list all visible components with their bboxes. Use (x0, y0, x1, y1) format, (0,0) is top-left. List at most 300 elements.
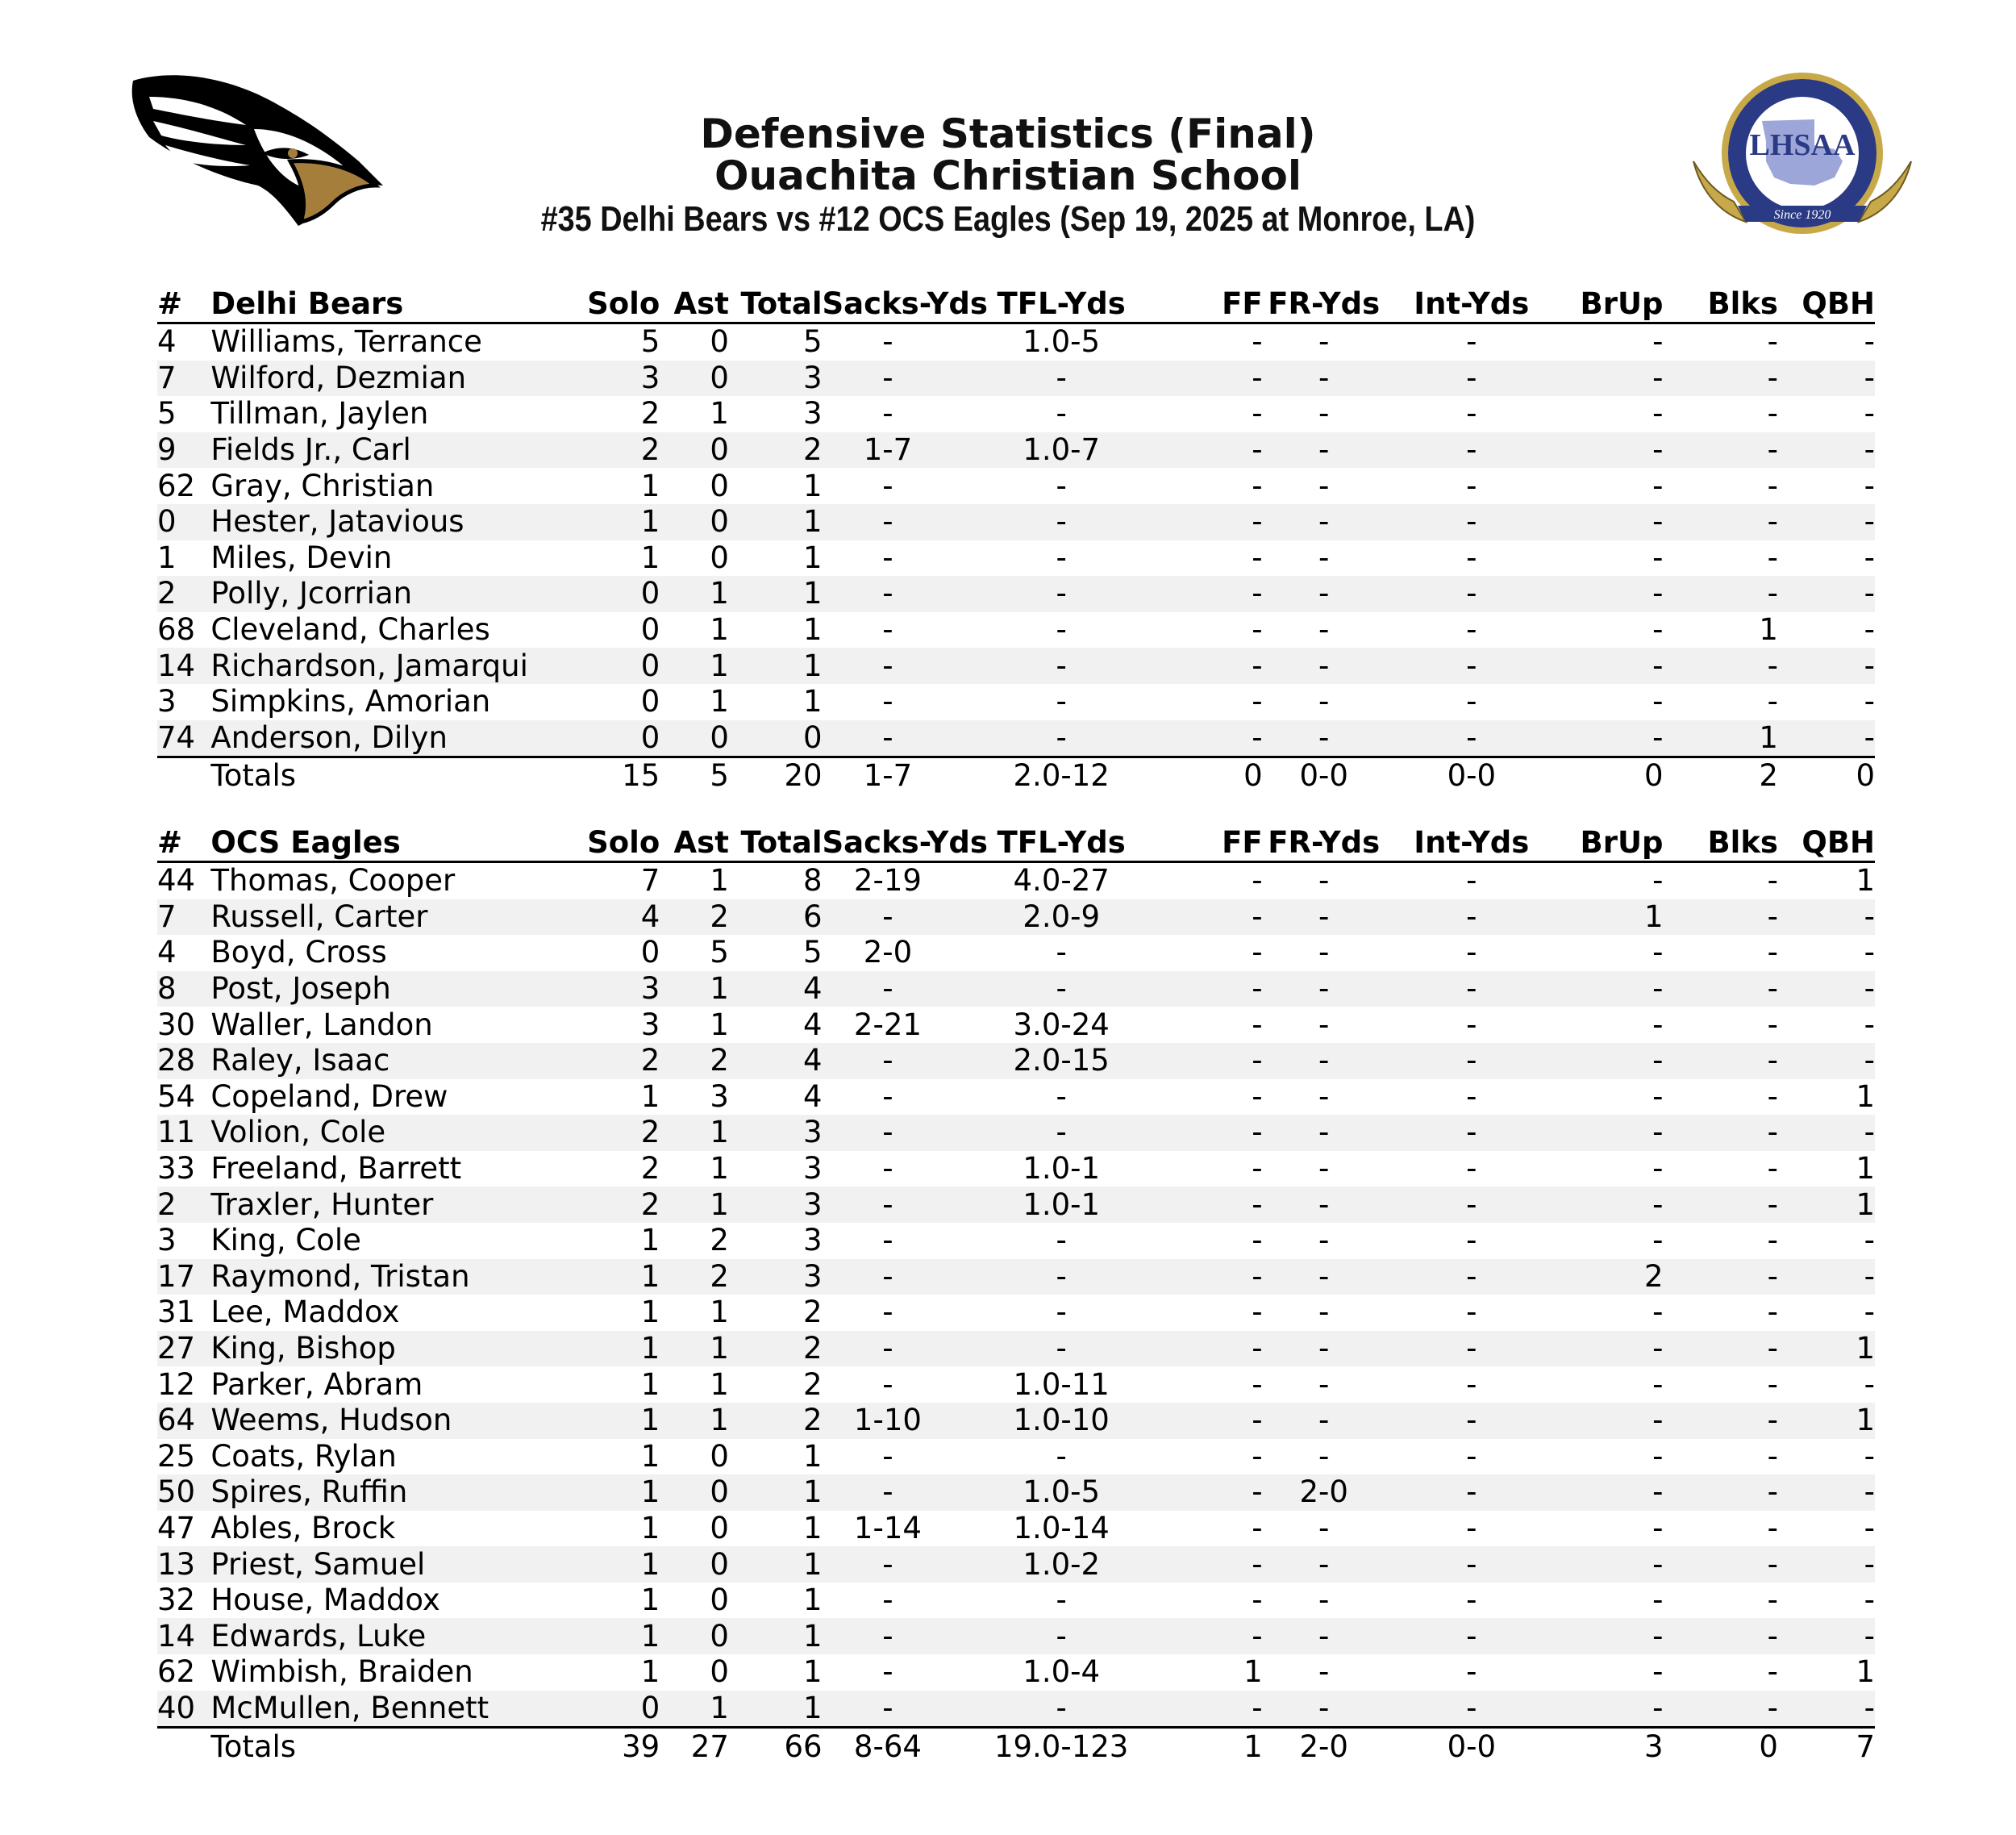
cell-player: Simpkins, Amorian (210, 684, 573, 720)
col-header-player: OCS Eagles (210, 825, 573, 862)
cell-sacks-yds: - (823, 720, 954, 757)
cell-ast: 0 (660, 1474, 729, 1511)
col-header-ast: Ast (660, 286, 729, 323)
cell-fr-yds: - (1263, 720, 1385, 757)
cell-blks: - (1664, 648, 1778, 684)
col-header-tfl-yds: TFL-Yds (953, 825, 1169, 862)
cell-fr-yds: - (1263, 1583, 1385, 1619)
cell-fr-yds: - (1263, 1618, 1385, 1654)
cell-brup: - (1558, 1691, 1664, 1728)
cell-sacks-yds: - (823, 1186, 954, 1223)
cell-tfl-yds: - (953, 1079, 1169, 1116)
cell-ast: 1 (660, 1186, 729, 1223)
cell-solo: 1 (573, 1546, 660, 1583)
cell-qbh: - (1778, 648, 1875, 684)
cell-fr-yds: - (1263, 323, 1385, 361)
cell-ff: - (1169, 1043, 1263, 1079)
cell-blks: 1 (1664, 720, 1778, 757)
cell-int-yds: - (1385, 1511, 1558, 1547)
cell-int-yds: - (1385, 899, 1558, 936)
cell-num: 0 (157, 504, 210, 540)
cell-num: 2 (157, 576, 210, 612)
cell-total: 3 (729, 361, 823, 397)
cell-total: 4 (729, 1079, 823, 1116)
cell-qbh: - (1778, 432, 1875, 469)
cell-blks: - (1664, 1583, 1778, 1619)
cell-brup: - (1558, 684, 1664, 720)
cell-int-yds: - (1385, 1079, 1558, 1116)
cell-num: 12 (157, 1366, 210, 1403)
cell-sacks-yds: - (823, 612, 954, 649)
cell-blks: - (1664, 1007, 1778, 1043)
cell-fr-yds: - (1263, 1654, 1385, 1691)
cell-player: Russell, Carter (210, 899, 573, 936)
cell-blks: - (1664, 684, 1778, 720)
cell-fr-yds: - (1263, 1007, 1385, 1043)
cell-num: 4 (157, 323, 210, 361)
cell-num: 1 (157, 540, 210, 577)
col-header-total: Total (729, 825, 823, 862)
cell-brup: - (1558, 361, 1664, 397)
cell-tfl-yds: - (953, 468, 1169, 504)
cell-fr-yds: - (1263, 935, 1385, 971)
cell-ff: - (1169, 720, 1263, 757)
table-row (157, 1151, 1875, 1187)
cell-num: 7 (157, 899, 210, 936)
cell-fr-yds: - (1263, 1439, 1385, 1475)
cell-ff: - (1169, 1366, 1263, 1403)
cell-ast: 1 (660, 684, 729, 720)
table-row (157, 396, 1875, 432)
cell-sacks-yds: - (823, 1259, 954, 1295)
cell-total: 1 (729, 1583, 823, 1619)
total-solo: 39 (573, 1728, 660, 1765)
cell-sacks-yds: 2-0 (823, 935, 954, 971)
col-header-ff: FF (1169, 286, 1263, 323)
cell-tfl-yds: 1.0-5 (953, 323, 1169, 361)
cell-qbh: 1 (1778, 1654, 1875, 1691)
cell-tfl-yds: - (953, 971, 1169, 1007)
cell-player: Spires, Ruffin (210, 1474, 573, 1511)
cell-fr-yds: - (1263, 1115, 1385, 1151)
col-header-total: Total (729, 286, 823, 323)
cell-qbh: - (1778, 971, 1875, 1007)
col-header-int-yds: Int-Yds (1385, 825, 1558, 862)
cell-ast: 1 (660, 612, 729, 649)
cell-qbh: - (1778, 323, 1875, 361)
cell-blks: - (1664, 1546, 1778, 1583)
table-row (157, 971, 1875, 1007)
cell-solo: 1 (573, 1331, 660, 1367)
cell-tfl-yds: 2.0-15 (953, 1043, 1169, 1079)
cell-num: 14 (157, 648, 210, 684)
report-header (0, 113, 2016, 242)
col-header-blks: Blks (1664, 286, 1778, 323)
cell-int-yds: - (1385, 1007, 1558, 1043)
cell-ast: 0 (660, 1546, 729, 1583)
table-row (157, 612, 1875, 649)
cell-ff: - (1169, 1259, 1263, 1295)
table-row (157, 1546, 1875, 1583)
cell-ast: 0 (660, 1618, 729, 1654)
cell-fr-yds: - (1263, 899, 1385, 936)
delhi-bears-table (157, 286, 1875, 794)
cell-solo: 2 (573, 1043, 660, 1079)
col-header-fr-yds: FR-Yds (1263, 286, 1385, 323)
cell-num: 5 (157, 396, 210, 432)
cell-brup: - (1558, 468, 1664, 504)
ocs-eagles-table (157, 825, 1875, 1765)
cell-player: Raley, Isaac (210, 1043, 573, 1079)
cell-sacks-yds: - (823, 540, 954, 577)
cell-qbh: - (1778, 468, 1875, 504)
cell-qbh: - (1778, 1007, 1875, 1043)
cell-solo: 1 (573, 1654, 660, 1691)
total-ff: 1 (1169, 1728, 1263, 1765)
cell-player: Edwards, Luke (210, 1618, 573, 1654)
cell-ff: - (1169, 899, 1263, 936)
cell-int-yds: - (1385, 1474, 1558, 1511)
total-ast: 5 (660, 757, 729, 794)
cell-fr-yds: - (1263, 1259, 1385, 1295)
cell-blks: - (1664, 1079, 1778, 1116)
cell-qbh: - (1778, 1474, 1875, 1511)
cell-ff: - (1169, 862, 1263, 899)
cell-player: Priest, Samuel (210, 1546, 573, 1583)
cell-fr-yds: - (1263, 862, 1385, 899)
cell-ff: - (1169, 396, 1263, 432)
cell-qbh: - (1778, 899, 1875, 936)
cell-num: 47 (157, 1511, 210, 1547)
cell-total: 2 (729, 1295, 823, 1331)
cell-ast: 0 (660, 361, 729, 397)
cell-int-yds: - (1385, 1115, 1558, 1151)
cell-player: Post, Joseph (210, 971, 573, 1007)
cell-brup: - (1558, 935, 1664, 971)
cell-total: 4 (729, 1007, 823, 1043)
cell-qbh: - (1778, 1546, 1875, 1583)
cell-num: 9 (157, 432, 210, 469)
cell-tfl-yds: - (953, 1583, 1169, 1619)
cell-blks: - (1664, 1186, 1778, 1223)
cell-ast: 1 (660, 971, 729, 1007)
col-header-blks: Blks (1664, 825, 1778, 862)
cell-brup: - (1558, 1403, 1664, 1439)
cell-brup: - (1558, 1511, 1664, 1547)
cell-brup: - (1558, 1223, 1664, 1259)
school-name: Ouachita Christian School (714, 152, 1302, 199)
cell-tfl-yds: 1.0-4 (953, 1654, 1169, 1691)
cell-solo: 1 (573, 1295, 660, 1331)
cell-tfl-yds: - (953, 1223, 1169, 1259)
cell-sacks-yds: - (823, 1223, 954, 1259)
cell-player: Volion, Cole (210, 1115, 573, 1151)
cell-tfl-yds: 1.0-14 (953, 1511, 1169, 1547)
cell-blks: - (1664, 1295, 1778, 1331)
cell-num: 44 (157, 862, 210, 899)
table-row (157, 504, 1875, 540)
cell-blks: - (1664, 504, 1778, 540)
cell-qbh: - (1778, 396, 1875, 432)
cell-sacks-yds: - (823, 684, 954, 720)
cell-fr-yds: - (1263, 971, 1385, 1007)
cell-ff: - (1169, 1295, 1263, 1331)
cell-int-yds: - (1385, 1223, 1558, 1259)
cell-blks: - (1664, 1474, 1778, 1511)
cell-num: 28 (157, 1043, 210, 1079)
cell-blks: - (1664, 1043, 1778, 1079)
cell-qbh: - (1778, 1115, 1875, 1151)
cell-total: 2 (729, 1366, 823, 1403)
cell-ast: 5 (660, 935, 729, 971)
cell-qbh: - (1778, 684, 1875, 720)
cell-blks: - (1664, 432, 1778, 469)
cell-ast: 1 (660, 1007, 729, 1043)
cell-sacks-yds: 1-7 (823, 432, 954, 469)
cell-solo: 0 (573, 576, 660, 612)
cell-total: 2 (729, 432, 823, 469)
total-ast: 27 (660, 1728, 729, 1765)
table-row (157, 648, 1875, 684)
cell-player: King, Cole (210, 1223, 573, 1259)
col-header-fr-yds: FR-Yds (1263, 825, 1385, 862)
cell-player: Waller, Landon (210, 1007, 573, 1043)
cell-qbh: 1 (1778, 1403, 1875, 1439)
cell-ast: 0 (660, 432, 729, 469)
cell-ff: - (1169, 1151, 1263, 1187)
cell-tfl-yds: 1.0-7 (953, 432, 1169, 469)
cell-qbh: - (1778, 504, 1875, 540)
cell-int-yds: - (1385, 432, 1558, 469)
cell-sacks-yds: - (823, 504, 954, 540)
cell-player: McMullen, Bennett (210, 1691, 573, 1728)
cell-brup: - (1558, 1007, 1664, 1043)
cell-ff: - (1169, 1583, 1263, 1619)
cell-brup: - (1558, 1043, 1664, 1079)
total-num (157, 757, 210, 794)
cell-int-yds: - (1385, 1043, 1558, 1079)
cell-fr-yds: - (1263, 1511, 1385, 1547)
col-header-ast: Ast (660, 825, 729, 862)
cell-qbh: - (1778, 935, 1875, 971)
cell-num: 3 (157, 684, 210, 720)
cell-total: 3 (729, 1115, 823, 1151)
cell-qbh: - (1778, 361, 1875, 397)
col-header-solo: Solo (573, 286, 660, 323)
table-row (157, 1043, 1875, 1079)
cell-ff: - (1169, 540, 1263, 577)
cell-player: Ables, Brock (210, 1511, 573, 1547)
table-row (157, 862, 1875, 899)
cell-fr-yds: - (1263, 504, 1385, 540)
cell-sacks-yds: - (823, 468, 954, 504)
cell-player: Cleveland, Charles (210, 612, 573, 649)
cell-brup: - (1558, 504, 1664, 540)
cell-solo: 0 (573, 684, 660, 720)
cell-tfl-yds: - (953, 1259, 1169, 1295)
cell-ff: - (1169, 1691, 1263, 1728)
cell-fr-yds: - (1263, 1691, 1385, 1728)
cell-tfl-yds: - (953, 1295, 1169, 1331)
cell-sacks-yds: 2-21 (823, 1007, 954, 1043)
cell-sacks-yds: 1-10 (823, 1403, 954, 1439)
cell-qbh: - (1778, 540, 1875, 577)
cell-brup: - (1558, 396, 1664, 432)
table-row (157, 323, 1875, 361)
table-row (157, 1439, 1875, 1475)
cell-qbh: - (1778, 1691, 1875, 1728)
cell-qbh: - (1778, 1043, 1875, 1079)
cell-tfl-yds: 3.0-24 (953, 1007, 1169, 1043)
cell-qbh: 1 (1778, 862, 1875, 899)
cell-int-yds: - (1385, 720, 1558, 757)
cell-solo: 7 (573, 862, 660, 899)
cell-num: 68 (157, 612, 210, 649)
cell-total: 5 (729, 935, 823, 971)
cell-sacks-yds: 1-14 (823, 1511, 954, 1547)
cell-int-yds: - (1385, 1295, 1558, 1331)
cell-brup: - (1558, 1366, 1664, 1403)
cell-solo: 0 (573, 720, 660, 757)
cell-int-yds: - (1385, 648, 1558, 684)
cell-fr-yds: - (1263, 396, 1385, 432)
cell-solo: 0 (573, 935, 660, 971)
total-qbh: 7 (1778, 1728, 1875, 1765)
cell-brup: - (1558, 971, 1664, 1007)
cell-ast: 1 (660, 648, 729, 684)
cell-total: 6 (729, 899, 823, 936)
cell-int-yds: - (1385, 540, 1558, 577)
cell-solo: 1 (573, 468, 660, 504)
cell-ast: 1 (660, 1366, 729, 1403)
col-header-ff: FF (1169, 825, 1263, 862)
cell-ff: - (1169, 648, 1263, 684)
cell-num: 3 (157, 1223, 210, 1259)
cell-blks: - (1664, 540, 1778, 577)
table-row (157, 1186, 1875, 1223)
cell-tfl-yds: - (953, 1115, 1169, 1151)
cell-ast: 1 (660, 576, 729, 612)
header-row (157, 286, 1875, 323)
cell-sacks-yds: - (823, 1618, 954, 1654)
cell-player: Miles, Devin (210, 540, 573, 577)
cell-int-yds: - (1385, 323, 1558, 361)
cell-qbh: - (1778, 1618, 1875, 1654)
cell-solo: 1 (573, 1474, 660, 1511)
cell-blks: - (1664, 1654, 1778, 1691)
cell-sacks-yds: - (823, 1654, 954, 1691)
cell-ff: - (1169, 1546, 1263, 1583)
cell-player: Richardson, Jamarqui (210, 648, 573, 684)
cell-ff: - (1169, 1079, 1263, 1116)
cell-brup: - (1558, 1583, 1664, 1619)
cell-tfl-yds: - (953, 1618, 1169, 1654)
cell-total: 1 (729, 1654, 823, 1691)
cell-total: 4 (729, 1043, 823, 1079)
cell-brup: - (1558, 1546, 1664, 1583)
cell-fr-yds: - (1263, 576, 1385, 612)
cell-tfl-yds: - (953, 1439, 1169, 1475)
cell-ast: 1 (660, 1403, 729, 1439)
cell-total: 4 (729, 971, 823, 1007)
table-row (157, 1007, 1875, 1043)
cell-total: 8 (729, 862, 823, 899)
col-header-brup: BrUp (1558, 825, 1664, 862)
cell-int-yds: - (1385, 1546, 1558, 1583)
cell-tfl-yds: 1.0-2 (953, 1546, 1169, 1583)
cell-num: 54 (157, 1079, 210, 1116)
cell-solo: 2 (573, 396, 660, 432)
cell-blks: - (1664, 899, 1778, 936)
table-row (157, 1403, 1875, 1439)
cell-ff: - (1169, 1618, 1263, 1654)
cell-brup: - (1558, 323, 1664, 361)
cell-int-yds: - (1385, 1259, 1558, 1295)
cell-fr-yds: - (1263, 648, 1385, 684)
cell-total: 1 (729, 1691, 823, 1728)
cell-tfl-yds: - (953, 361, 1169, 397)
cell-ff: 1 (1169, 1654, 1263, 1691)
total-tfl-yds: 19.0-123 (953, 1728, 1169, 1765)
cell-int-yds: - (1385, 1654, 1558, 1691)
cell-total: 1 (729, 648, 823, 684)
total-qbh: 0 (1778, 757, 1875, 794)
cell-player: Parker, Abram (210, 1366, 573, 1403)
cell-total: 1 (729, 1439, 823, 1475)
cell-fr-yds: 2-0 (1263, 1474, 1385, 1511)
cell-tfl-yds: 1.0-1 (953, 1151, 1169, 1187)
cell-tfl-yds: - (953, 684, 1169, 720)
cell-num: 30 (157, 1007, 210, 1043)
cell-blks: - (1664, 468, 1778, 504)
table-row (157, 540, 1875, 577)
col-header-num: # (157, 825, 210, 862)
cell-solo: 3 (573, 971, 660, 1007)
cell-ff: - (1169, 1007, 1263, 1043)
total-total: 20 (729, 757, 823, 794)
cell-tfl-yds: 1.0-11 (953, 1366, 1169, 1403)
col-header-qbh: QBH (1778, 825, 1875, 862)
cell-solo: 3 (573, 1007, 660, 1043)
cell-brup: - (1558, 720, 1664, 757)
cell-int-yds: - (1385, 1403, 1558, 1439)
table-row (157, 1691, 1875, 1728)
cell-int-yds: - (1385, 684, 1558, 720)
total-int-yds: 0-0 (1385, 757, 1558, 794)
col-header-tfl-yds: TFL-Yds (953, 286, 1169, 323)
cell-ast: 1 (660, 1331, 729, 1367)
cell-num: 33 (157, 1151, 210, 1187)
cell-blks: - (1664, 1223, 1778, 1259)
col-header-sacks-yds: Sacks-Yds (823, 286, 954, 323)
cell-tfl-yds: - (953, 935, 1169, 971)
cell-fr-yds: - (1263, 361, 1385, 397)
cell-sacks-yds: - (823, 971, 954, 1007)
cell-blks: - (1664, 396, 1778, 432)
cell-fr-yds: - (1263, 1295, 1385, 1331)
cell-player: Boyd, Cross (210, 935, 573, 971)
cell-ff: - (1169, 504, 1263, 540)
cell-sacks-yds: - (823, 648, 954, 684)
cell-num: 25 (157, 1439, 210, 1475)
total-ff: 0 (1169, 757, 1263, 794)
cell-ast: 0 (660, 323, 729, 361)
cell-solo: 1 (573, 540, 660, 577)
cell-ff: - (1169, 361, 1263, 397)
cell-brup: - (1558, 1295, 1664, 1331)
cell-tfl-yds: 4.0-27 (953, 862, 1169, 899)
cell-blks: 1 (1664, 612, 1778, 649)
